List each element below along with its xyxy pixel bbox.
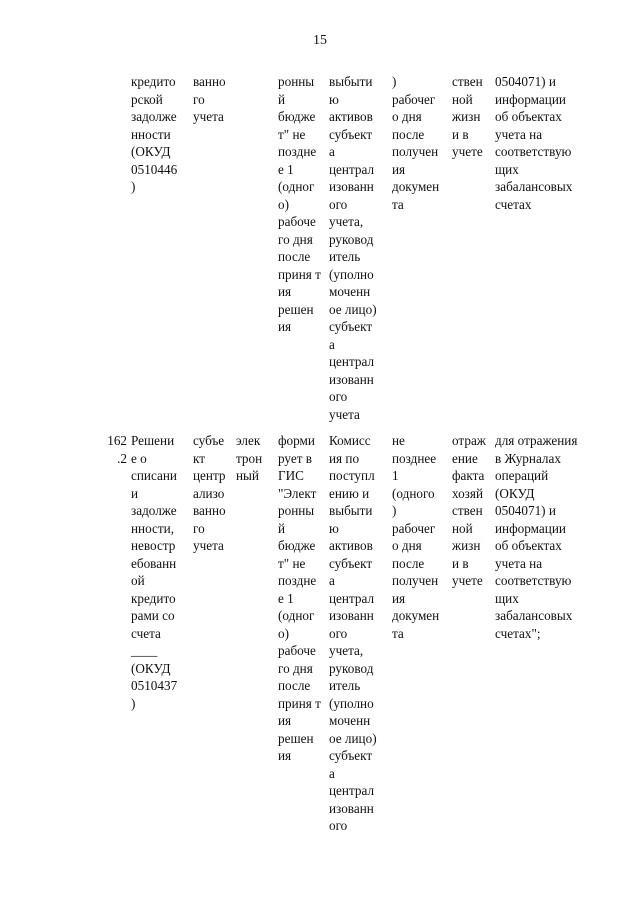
document-name-cell: Решени е о списани и задолже нности, невостр ебованн ой кредито рами со счета ____ (ОКУД 0510437 )	[131, 433, 178, 711]
format-cell: элек трон ный	[236, 433, 263, 483]
purpose-cell: отраж ение факта хозяй ствен ной жизн и в учете	[452, 433, 486, 588]
notes-cell: для отражения в Журналах операций (ОКУД 0504071) и информации об объектах учета на соответствую щих забалансовых счетах";	[495, 433, 578, 641]
document-name-cell: кредито рской задолже нности (ОКУД 0510446 )	[131, 74, 178, 194]
procedure-cell: ронны й бюдже т" не поздне е 1 (одног о) рабоче го дня после приня т ия решен ия	[278, 74, 321, 334]
creator-cell: ванно го учета	[193, 74, 226, 124]
deadline-cell: не позднее 1 (одного ) рабочег о дня после получен ия докумен та	[392, 433, 440, 641]
page-number: 15	[313, 33, 327, 48]
deadline-cell: ) рабочег о дня после получен ия докумен та	[392, 74, 440, 212]
purpose-cell: ствен ной жизн и в учете	[452, 74, 483, 159]
creator-cell: субъе кт центр ализо ванно го учета	[193, 433, 226, 553]
row-number: 162 .2	[107, 433, 127, 466]
recipient-cell: выбыти ю активов субъект а централ изованн ого учета, руковод итель (уполно моченн ое лицо) субъект а централ изованн ого учета	[329, 74, 377, 422]
recipient-cell: Комисс ия по поступл ению и выбыти ю активов субъект а централ изованн ого учета, руковод итель (уполно моченн ое лицо) субъект а централ изованн ого	[329, 433, 377, 833]
notes-cell: 0504071) и информации об объектах учета на соответствую щих забалансовых счетах	[495, 74, 573, 212]
procedure-cell: форми рует в ГИС "Элект ронны й бюдже т" не поздне е 1 (одног о) рабоче го дня после приня т ия решен ия	[278, 433, 321, 763]
